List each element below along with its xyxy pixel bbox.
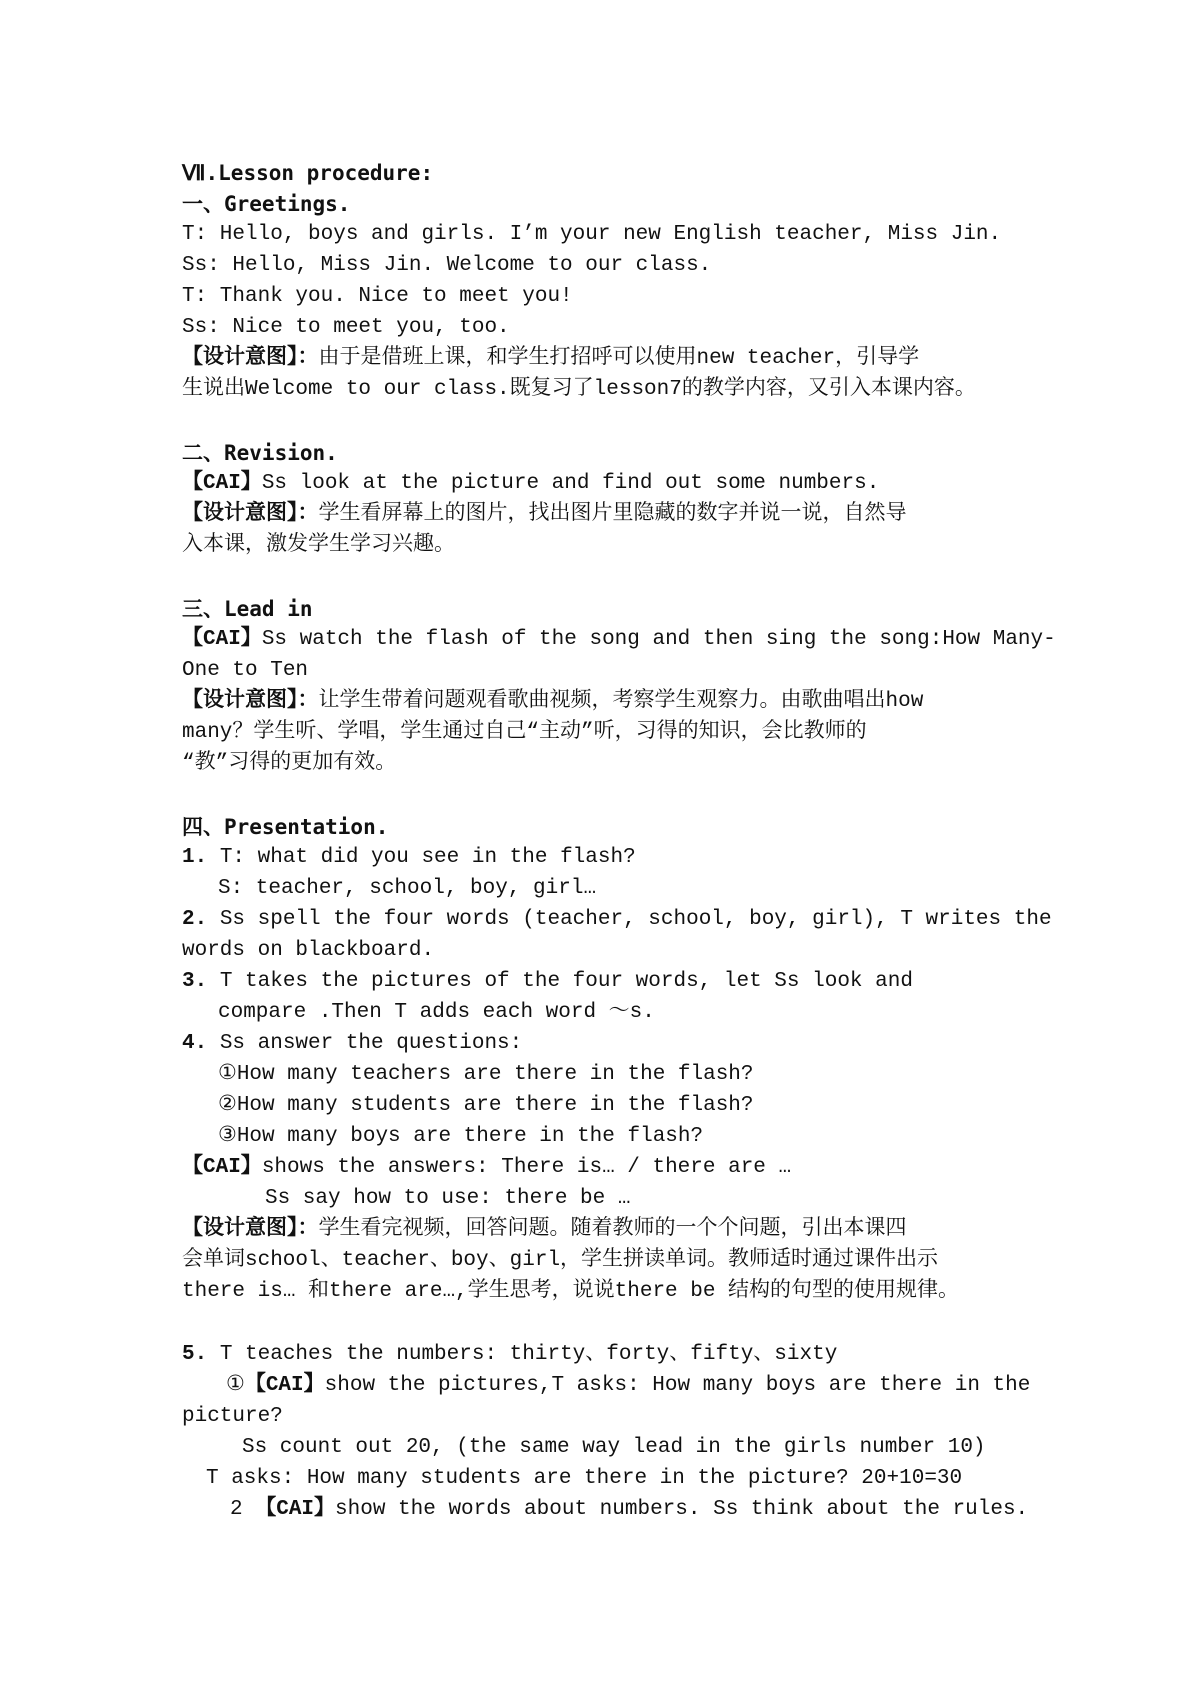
- text-run: words on blackboard.: [182, 939, 435, 962]
- text-run: 四、Presentation.: [182, 815, 389, 839]
- text-run: 入本课，激发学生学习兴趣。: [182, 534, 455, 557]
- text-line: [182, 1340, 837, 1370]
- text-line: [182, 1029, 522, 1059]
- text-line: [182, 687, 923, 717]
- bold-label: 【CAI】: [182, 472, 262, 495]
- text-line: [182, 843, 636, 873]
- text-run: 生说出Welcome to our class.既复习了lesson7的教学内容，又引入本课内容。: [182, 378, 976, 401]
- bold-label: 【CAI】: [182, 1156, 262, 1179]
- text-line: [182, 313, 510, 343]
- text-line: [182, 500, 907, 530]
- text-line: [265, 1184, 630, 1214]
- text-line: [182, 282, 573, 312]
- text-run: ①: [226, 1374, 245, 1397]
- text-line: [182, 251, 711, 281]
- text-run: T: Hello, boys and girls. I’m your new English teacher, Miss Jin.: [182, 223, 1002, 246]
- text-run: show the pictures,T asks: How many boys are there in the: [324, 1374, 1031, 1397]
- section-heading: [182, 189, 350, 219]
- bold-label: 5.: [182, 1343, 220, 1366]
- text-line: [182, 656, 308, 686]
- text-run: “教”习得的更加有效。: [182, 752, 397, 775]
- bold-label: 【CAI】: [244, 1374, 325, 1397]
- text-run: 二、Revision.: [182, 441, 338, 465]
- text-run: 由于是借班上课，和学生打招呼可以使用new teacher，引导学: [318, 347, 920, 370]
- text-run: Ⅶ.Lesson procedure:: [182, 161, 434, 185]
- text-line: [218, 1122, 703, 1152]
- text-run: T teaches the numbers: thirty、forty、fifty、sixty: [219, 1343, 838, 1366]
- text-line: [206, 1464, 962, 1494]
- section-heading: [182, 158, 433, 188]
- text-run: Ss say how to use: there be …: [265, 1187, 631, 1210]
- section-heading: [182, 438, 338, 468]
- text-line: [218, 1091, 754, 1121]
- text-run: shows the answers: There is… / there are …: [261, 1156, 792, 1179]
- text-line: [182, 749, 396, 779]
- text-line: [182, 220, 1001, 250]
- text-run: 2: [230, 1498, 256, 1521]
- text-line: [182, 625, 1056, 655]
- text-run: Ss look at the picture and find out some numbers.: [261, 472, 880, 495]
- text-run: ①How many teachers are there in the flash?: [218, 1063, 754, 1086]
- section-heading: [182, 812, 388, 842]
- text-run: 一、Greetings.: [182, 192, 351, 216]
- text-run: Ss spell the four words (teacher, school, boy, girl), T writes the: [219, 908, 1052, 931]
- text-run: many？学生听、学唱，学生通过自己“主动”听，习得的知识，会比教师的: [182, 721, 867, 744]
- bold-label: 【设计意图】：: [182, 503, 319, 526]
- text-run: Ss watch the flash of the song and then sing the song:How Many-: [261, 628, 1056, 651]
- text-run: 让学生带着问题观看歌曲视频，考察学生观察力。由歌曲唱出how: [318, 690, 924, 713]
- text-line: [182, 1215, 907, 1245]
- text-line: [182, 375, 976, 405]
- text-run: T: what did you see in the flash?: [219, 846, 636, 869]
- text-line: [182, 1153, 791, 1183]
- section-heading: [182, 594, 313, 624]
- text-run: T: Thank you. Nice to meet you!: [182, 285, 573, 308]
- text-run: ③How many boys are there in the flash?: [218, 1125, 704, 1148]
- text-line: [226, 1371, 1030, 1401]
- text-run: Ss: Nice to meet you, too.: [182, 316, 510, 339]
- text-line: [230, 1495, 1028, 1525]
- text-line: [182, 718, 867, 748]
- text-run: picture?: [182, 1405, 283, 1428]
- text-run: Ss count out 20, (the same way lead in the girls number 10): [242, 1436, 986, 1459]
- text-line: [182, 936, 434, 966]
- text-line: [182, 344, 919, 374]
- text-run: 学生看完视频，回答问题。随着教师的一个个问题，引出本课四: [318, 1218, 907, 1241]
- text-line: [182, 531, 455, 561]
- text-run: Ss: Hello, Miss Jin. Welcome to our class.: [182, 254, 712, 277]
- bold-label: 2.: [182, 908, 220, 931]
- bold-label: 【设计意图】：: [182, 690, 319, 713]
- text-line: [182, 905, 1052, 935]
- bold-label: 【CAI】: [182, 628, 262, 651]
- text-run: S: teacher, school, boy, girl…: [218, 877, 597, 900]
- text-line: [182, 967, 913, 997]
- text-run: One to Ten: [182, 659, 309, 682]
- text-run: compare .Then T adds each word ～s.: [218, 1001, 655, 1024]
- text-run: T takes the pictures of the four words, let Ss look and: [219, 970, 913, 993]
- text-line: [182, 1246, 938, 1276]
- text-run: there is… 和there are…,学生思考，说说there be 结构的句型的使用规律。: [182, 1280, 960, 1303]
- text-line: [218, 874, 596, 904]
- bold-label: 3.: [182, 970, 220, 993]
- text-run: 会单词school、teacher、boy、girl，学生拼读单词。教师适时通过课件出示: [182, 1249, 939, 1272]
- text-line: [182, 1277, 959, 1307]
- text-line: [242, 1433, 986, 1463]
- bold-label: 【CAI】: [255, 1498, 336, 1521]
- text-run: show the words about numbers. Ss think about the rules.: [335, 1498, 1029, 1521]
- text-line: [182, 469, 879, 499]
- bold-label: 1.: [182, 846, 220, 869]
- text-line: [218, 1060, 754, 1090]
- bold-label: 4.: [182, 1032, 220, 1055]
- text-run: 三、Lead in: [182, 597, 313, 621]
- bold-label: 【设计意图】：: [182, 1218, 319, 1241]
- text-line: [218, 998, 655, 1028]
- text-run: Ss answer the questions:: [219, 1032, 523, 1055]
- text-run: 学生看屏幕上的图片，找出图片里隐藏的数字并说一说，自然导: [318, 503, 907, 526]
- text-line: [182, 1402, 283, 1432]
- bold-label: 【设计意图】：: [182, 347, 319, 370]
- text-run: ②How many students are there in the flash?: [218, 1094, 754, 1117]
- text-run: T asks: How many students are there in the picture? 20+10=30: [206, 1467, 963, 1490]
